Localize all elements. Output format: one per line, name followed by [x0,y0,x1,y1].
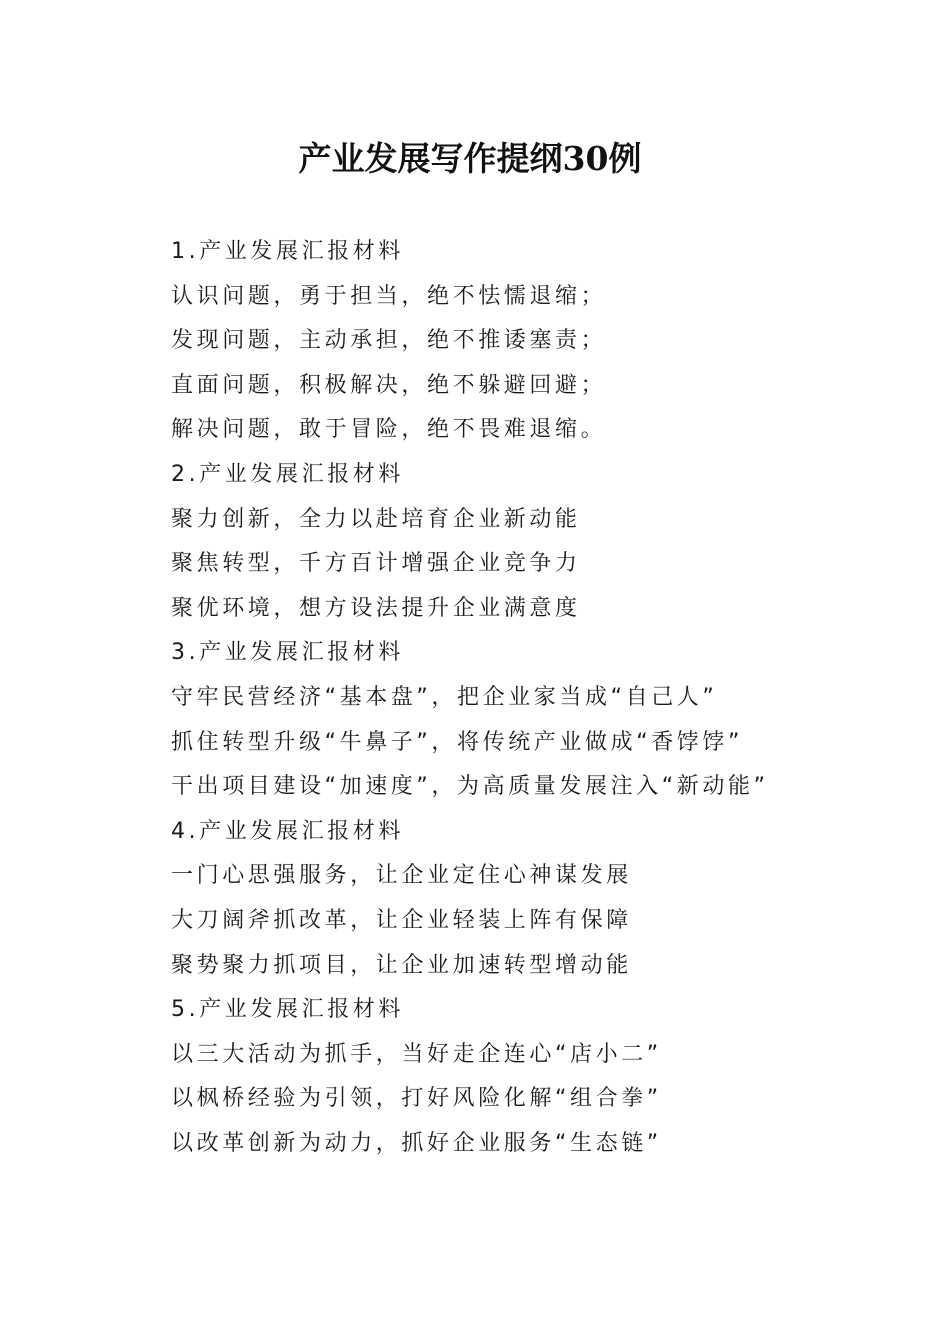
text-line: 直面问题，积极解决，绝不躲避回避； [171,372,607,398]
text-line: 抓住转型升级“牛鼻子”，将传统产业做成“香饽饽” [171,729,743,755]
section-heading: 1.产业发展汇报材料 [171,239,404,264]
section-heading: 4.产业发展汇报材料 [171,818,404,844]
text-line: 聚力创新，全力以赴培育企业新动能 [171,506,581,532]
text-line: 聚势聚力抓项目，让企业加速转型增动能 [171,952,632,978]
text-line: 发现问题，主动承担，绝不推诿塞责； [171,328,607,354]
text-line: 一门心思强服务，让企业定住心神谋发展 [171,863,632,889]
text-line: 解决问题，敢于冒险，绝不畏难退缩。 [171,417,607,443]
text-line: 以改革创新为动力，抓好企业服务“生态链” [171,1130,662,1156]
text-line: 聚焦转型，千方百计增强企业竞争力 [171,551,581,577]
text-line: 干出项目建设“加速度”，为高质量发展注入“新动能” [171,774,769,800]
document-body [171,230,891,1166]
section-heading: 5.产业发展汇报材料 [171,997,404,1023]
text-line: 以枫桥经验为引领，打好风险化解“组合拳” [171,1086,662,1112]
page-title: 产业发展写作提纲30例 [298,139,642,178]
text-line: 认识问题，勇于担当，绝不怯懦退缩； [171,283,607,309]
section-heading: 3.产业发展汇报材料 [171,640,404,666]
text-line: 以三大活动为抓手，当好走企连心“店小二” [171,1041,662,1067]
text-line: 大刀阔斧抓改革，让企业轻装上阵有保障 [171,907,632,933]
section-heading: 2.产业发展汇报材料 [171,461,404,487]
text-line: 守牢民营经济“基本盘”，把企业家当成“自己人” [171,684,718,710]
text-line: 聚优环境，想方设法提升企业满意度 [171,595,581,621]
